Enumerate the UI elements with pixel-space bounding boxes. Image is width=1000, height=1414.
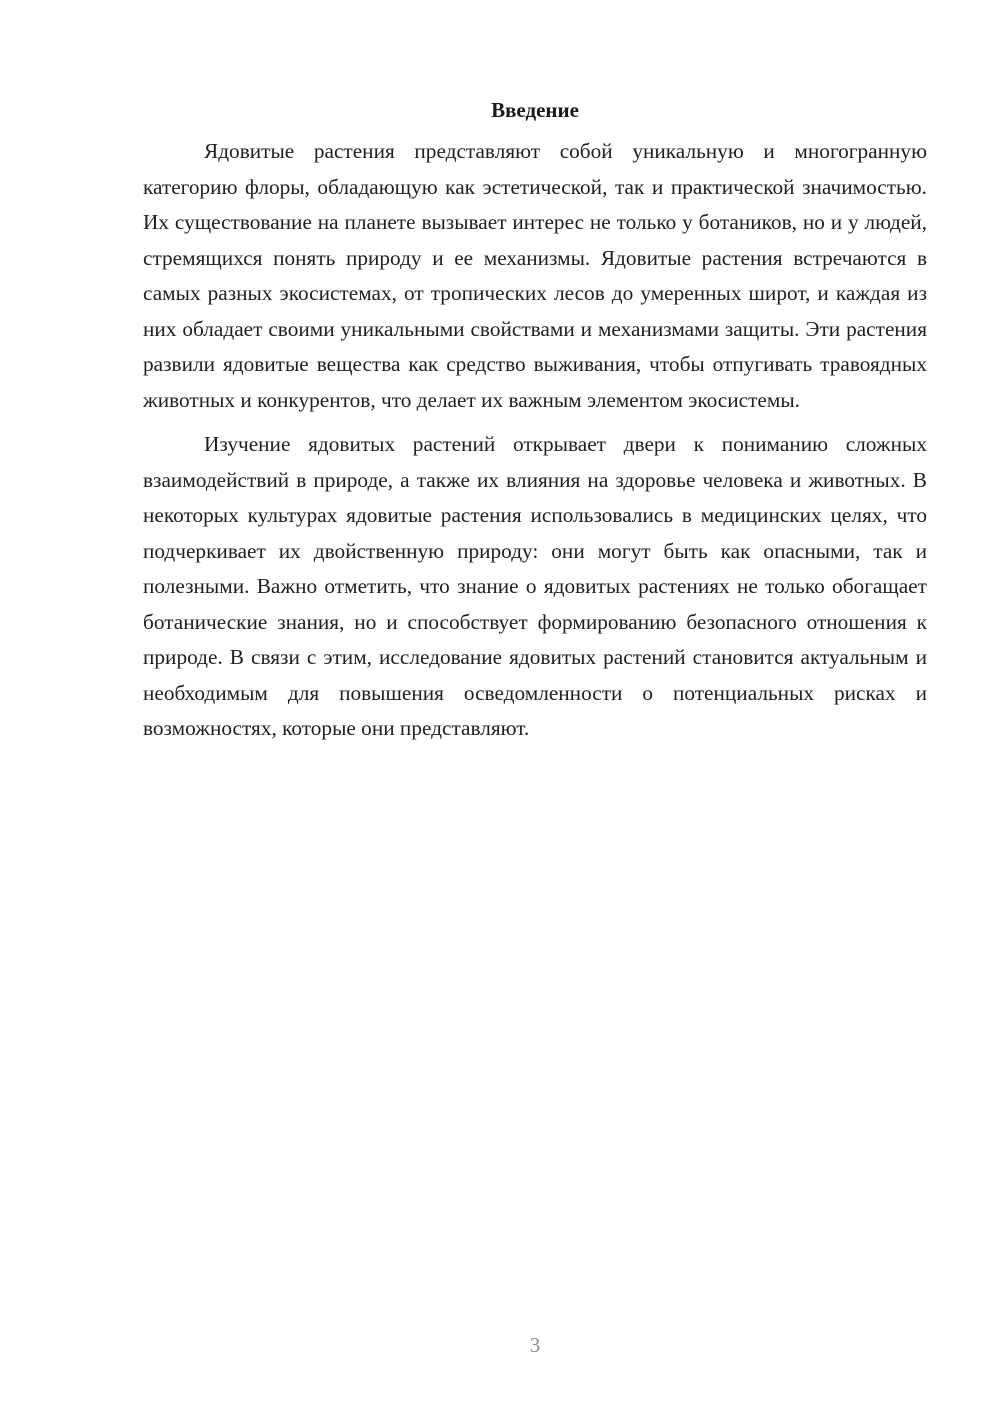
paragraph-study: Изучение ядовитых растений открывает двери к пониманию сложных взаимодействий в природе, а также их влияния на здоровье человека и животных. В некоторых культурах ядовитые растения использовались в медицинских целях, что подчеркивает их двойственную природу: они могут быть как опасными, так и полезными. Важно отметить, что знание о ядовитых растениях не только обогащает ботанические знания, но и способствует формированию безопасного отношения к природе. В связи с этим, исследование ядовитых растений становится актуальным и необходимым для повышения осведомленности о потенциальных рисках и возможностях, которые они представляют.	[143, 432, 927, 740]
section-heading: Введение	[491, 98, 579, 122]
page-content	[143, 92, 927, 747]
page-number: 3	[529, 1333, 541, 1357]
paragraph-intro: Ядовитые растения представляют собой уникальную и многогранную категорию флоры, обладающую как эстетической, так и практической значимостью. Их существование на планете вызывает интерес не только у ботаников, но и у людей, стремящихся понять природу и ее механизмы. Ядовитые растения встречаются в самых разных экосистемах, от тропических лесов до умеренных широт, и каждая из них обладает своими уникальными свойствами и механизмами защиты. Эти растения развили ядовитые вещества как средство выживания, чтобы отпугивать травоядных животных и конкурентов, что делает их важным элементом экосистемы.	[143, 139, 927, 412]
